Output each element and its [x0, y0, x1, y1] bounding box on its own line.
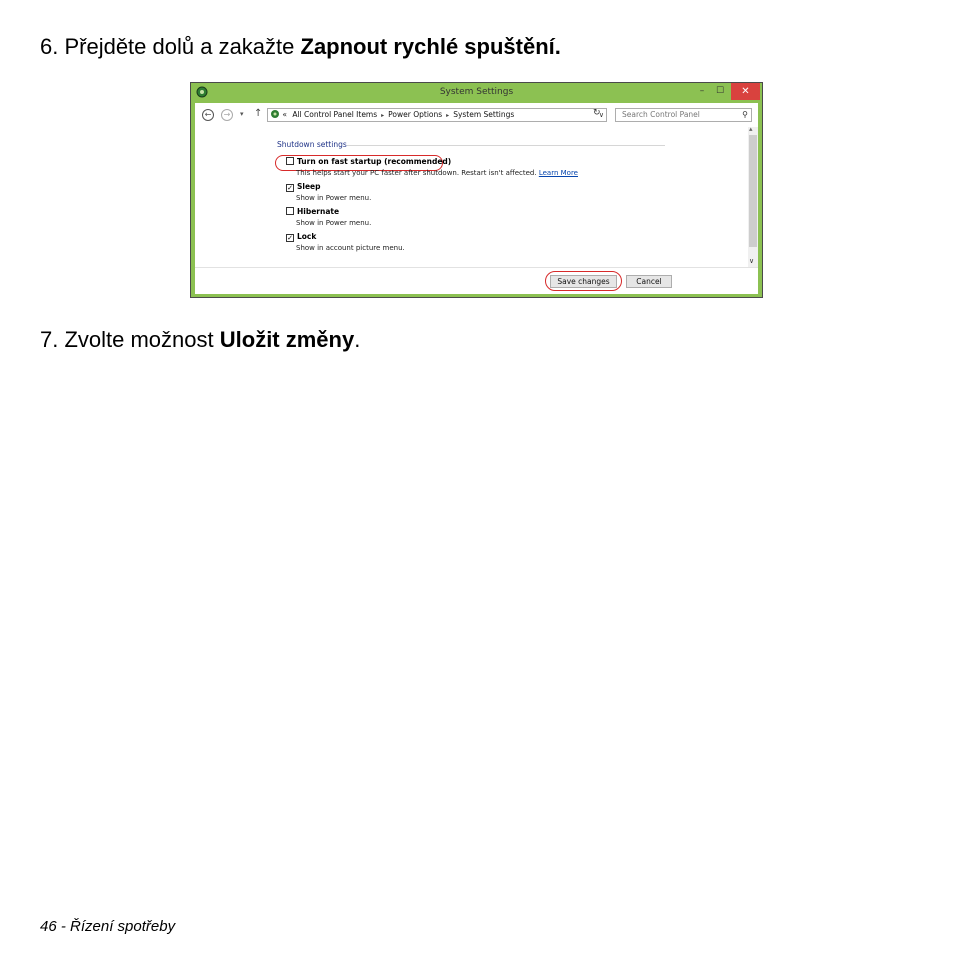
breadcrumb-item[interactable]: All Control Panel Items	[292, 110, 378, 119]
step-7-suffix: .	[354, 327, 361, 352]
option-description: Show in Power menu.	[296, 194, 372, 202]
step-6-instruction	[40, 34, 561, 60]
option-label: Turn on fast startup (recommended)	[297, 157, 452, 166]
vertical-scrollbar[interactable]	[748, 127, 758, 267]
checkbox[interactable]	[286, 207, 294, 215]
option-label: Hibernate	[297, 207, 340, 216]
step-7-bold: Uložit změny	[219, 327, 355, 352]
maximize-button[interactable]: ☐	[715, 86, 725, 96]
save-changes-button[interactable]: Save changes	[550, 275, 617, 288]
step-6-text: 6. Přejděte dolů a zakažte	[40, 34, 301, 59]
search-input[interactable]	[615, 108, 752, 122]
settings-content	[195, 127, 748, 267]
forward-arrow-icon[interactable]: →	[221, 109, 233, 121]
breadcrumb-item[interactable]: Power Options	[388, 110, 443, 119]
option-lock[interactable]	[286, 232, 316, 242]
window-title: System Settings	[439, 87, 514, 97]
option-label: Sleep	[297, 182, 321, 191]
option-description: Show in account picture menu.	[296, 244, 405, 252]
search-placeholder: Search Control Panel	[622, 110, 700, 119]
recent-locations-dropdown-icon[interactable]: ▾	[240, 110, 244, 118]
option-description: Show in Power menu.	[296, 219, 372, 227]
control-panel-small-icon	[270, 109, 280, 119]
minimize-button[interactable]: –	[699, 86, 705, 96]
checkbox[interactable]: ✓	[287, 234, 293, 242]
search-icon[interactable]: ⚲	[742, 110, 748, 119]
close-button[interactable]: ✕	[731, 83, 760, 100]
breadcrumb-lead-icon: «	[282, 110, 287, 119]
address-bar[interactable]	[267, 108, 607, 122]
option-sleep[interactable]	[286, 182, 321, 192]
scroll-up-icon[interactable]: ▴	[749, 125, 753, 133]
section-divider	[347, 145, 665, 146]
step-7-instruction	[40, 327, 360, 353]
breadcrumb-separator-icon: ▸	[446, 112, 450, 119]
navigation-bar	[195, 103, 758, 127]
refresh-icon[interactable]: ↻	[593, 108, 601, 118]
option-description-text: This helps start your PC faster after shutdown. Restart isn't affected.	[296, 169, 539, 177]
address-dropdown-icon[interactable]: ∨	[598, 111, 604, 119]
checkbox[interactable]	[286, 157, 294, 165]
scrollbar-thumb[interactable]	[749, 135, 757, 247]
footer-divider	[195, 267, 758, 268]
checkbox[interactable]: ✓	[287, 184, 293, 192]
title-bar	[191, 83, 762, 102]
window-client-area	[195, 103, 758, 294]
system-settings-window	[190, 82, 763, 298]
option-hibernate[interactable]	[286, 207, 339, 216]
back-arrow-icon[interactable]: ←	[202, 109, 214, 121]
breadcrumb-separator-icon: ▸	[381, 112, 385, 119]
page-footer: 46 - Řízení spotřeby	[40, 918, 176, 935]
step-7-text: 7. Zvolte možnost	[40, 327, 220, 352]
cancel-button[interactable]: Cancel	[626, 275, 672, 288]
option-description	[296, 169, 578, 177]
breadcrumb-item[interactable]: System Settings	[453, 110, 515, 119]
option-fast-startup[interactable]	[286, 157, 451, 166]
up-arrow-icon[interactable]: ↑	[254, 108, 263, 119]
section-title: Shutdown settings	[277, 140, 347, 149]
option-label: Lock	[297, 232, 317, 241]
learn-more-link[interactable]: Learn More	[538, 169, 578, 177]
step-6-bold: Zapnout rychlé spuštění.	[300, 34, 561, 59]
scroll-down-icon[interactable]: ∨	[749, 257, 755, 265]
